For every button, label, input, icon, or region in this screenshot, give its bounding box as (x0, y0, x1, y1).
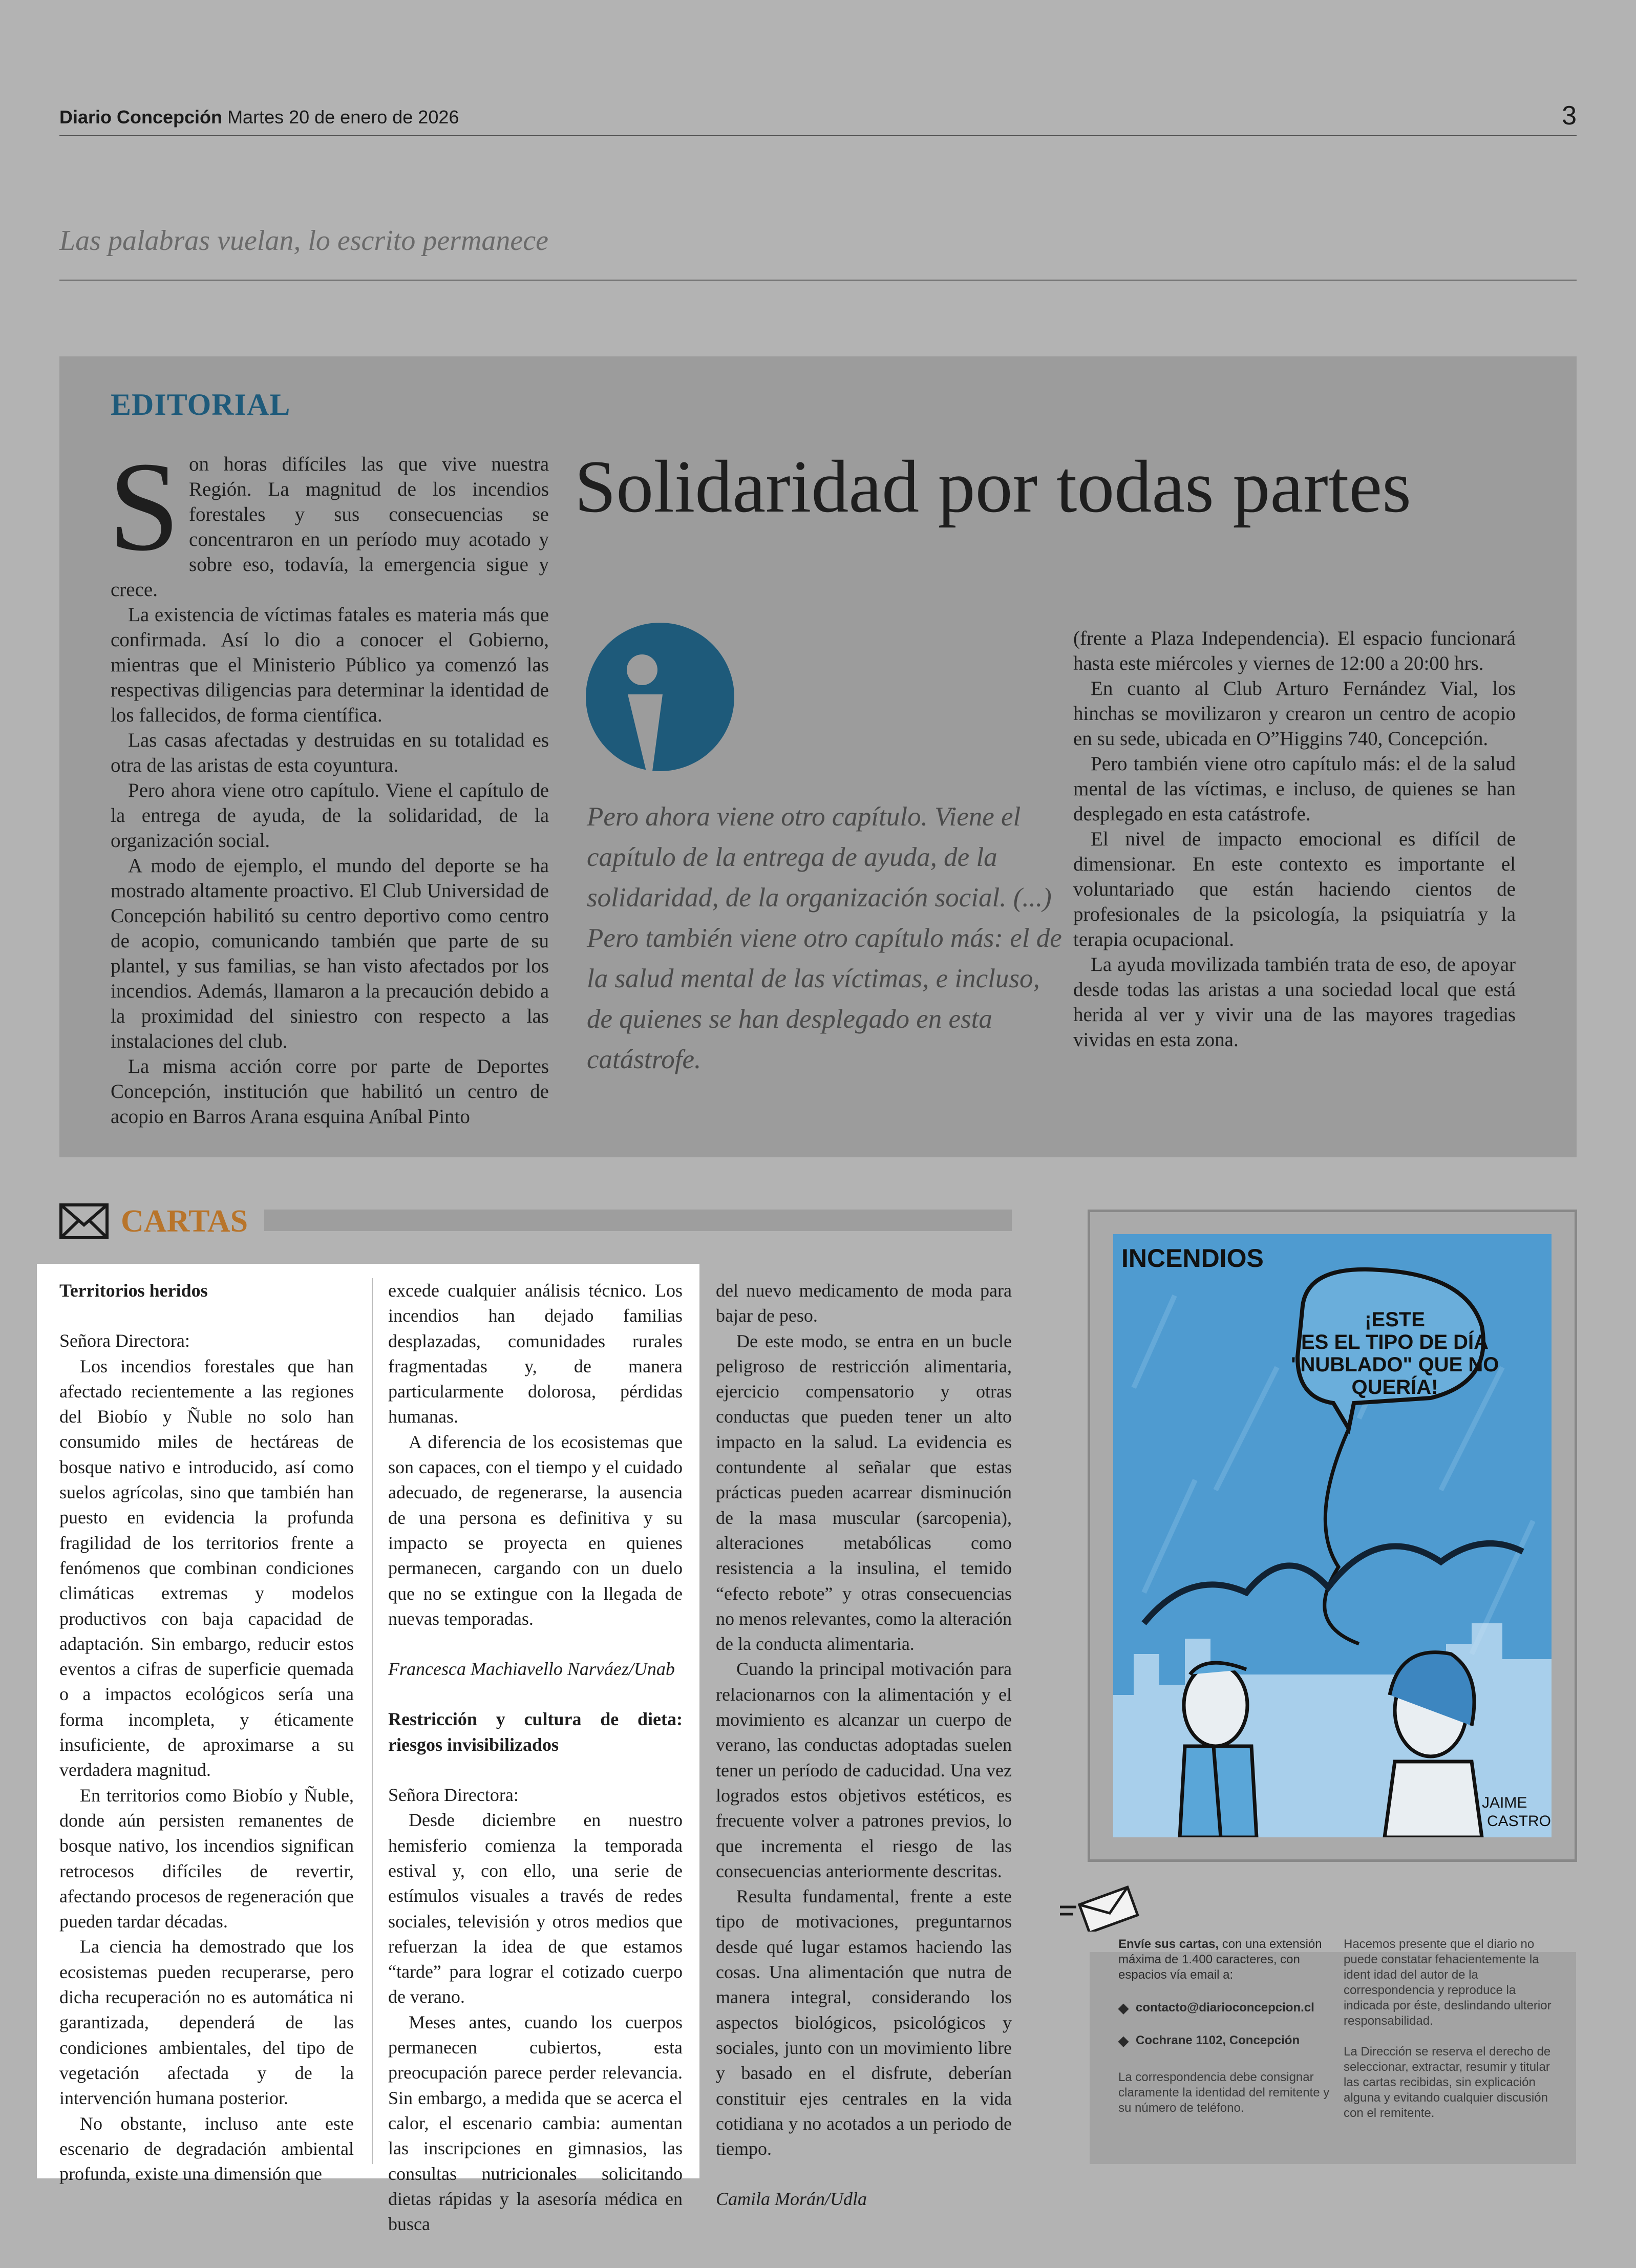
envelope-icon (59, 1203, 109, 1239)
address-line (1118, 2033, 1333, 2048)
svg-text:QUERÍA!: QUERÍA! (1351, 1376, 1438, 1398)
cartoon-illustration (1113, 1234, 1552, 1837)
editorial-column-3 (1073, 626, 1516, 1052)
column-divider (372, 1278, 373, 2164)
svg-text:ES EL TIPO DE DÍA: ES EL TIPO DE DÍA (1301, 1331, 1489, 1353)
publication-name: Diario Concepción (59, 107, 223, 128)
cartas-header-bar (264, 1210, 1012, 1231)
letter-paragraph: En territorios como Biobío y Ñuble, donde aún persisten remanentes de bosque nativo, los incendios significan retrocesos difíciles de revertir, afectando procesos de regeneración que pueden tardar décadas. (59, 1785, 354, 1932)
editorial-paragraph: En cuanto al Club Arturo Fernández Vial, los hinchas se movilizaron y crearon un centro de acopio en su sede, ubicada en O”Higgins 740, Concepción. (1073, 677, 1516, 750)
letter-paragraph: La ciencia ha demostrado que los ecosistemas pueden recuperarse, pero dicha recuperación no es automática ni garantizada, dependerá de las condiciones ambientales, del tipo de vegetación afectada y de la intervención humana posterior. (59, 1936, 354, 2109)
editing-rights-note: La Dirección se reserva el derecho de seleccionar, extractar, resumir y titular las cartas recibidas, sin explicación alguna y evitando cualquier discusión con el remitente. (1344, 2045, 1551, 2120)
letter-salutation: Señora Directora: (388, 1785, 519, 1806)
page-number: 3 (1562, 101, 1577, 131)
authorship-note: Hacemos presente que el diario no puede constatar fehacientemente la ident idad del autor de la correspondencia y reproduce la indicada por éste, deslindando ulterior responsabilidad. (1344, 1937, 1552, 2028)
editorial-label: EDITORIAL (111, 388, 291, 421)
send-lead: Envíe sus cartas, (1118, 1937, 1219, 1951)
editorial-paragraph: La existencia de víctimas fatales es materia más que confirmada. Así lo dio a conocer el Gobierno, mientras que el Ministerio Público ya comenzó las respectivas diligencias para determinar la identidad de los fallecidos, de forma científica. (111, 604, 549, 726)
letter-paragraph: Resulta fundamental, frente a este tipo de motivaciones, preguntarnos desde qué lugar estamos haciendo las cosas. Una alimentación que nutra de manera integral, considerando los aspectos biológicos, psicológicos y sociales, junto con un movimiento libre y basado en el disfrute, deberían constituir ejes centrales en la vida cotidiana y no acotados a un periodo de tiempo. (716, 1886, 1012, 2159)
letter-paragraph: Los incendios forestales que han afectado recientemente a las regiones del Biobío y Ñuble no solo han consumido miles de hectáreas de bosque nativo e introducido, así como suelos agrícolas, sino que también han puesto en evidencia la profunda fragilidad de los territorios frente a fenómenos que combinan condiciones climáticas extremas y modelos productivos con baja capacidad de adaptación. Sin embargo, reducir estos eventos a cifras de superficie quemada o a impactos ecológicos sería una forma incompleta, y éticamente insuficiente, de aproximarse a su verdadera magnitud. (59, 1355, 354, 1781)
masthead-line (59, 107, 459, 128)
letters-column-3 (716, 1278, 1012, 2212)
letter-paragraph: No obstante, incluso ante este escenario de degradación ambiental profunda, existe una dimensión que (59, 2113, 354, 2185)
letter-paragraph: A diferencia de los ecosistemas que son capaces, con el tiempo y el cuidado adecuado, de regenerarse, la ausencia de una persona es definitiva y su impacto se proyecta en quienes permanecen, cargando con un duelo que no se extingue con la llegada de nuevas temporadas. (388, 1431, 683, 1629)
editorial-paragraph: A modo de ejemplo, el mundo del deporte se ha mostrado altamente proactivo. El Club Universidad de Concepción habilitó su centro deportivo como centro de acopio, comunicando también que parte de su plantel, y sus familias, se han visto afectados por los incendios. Además, llamaron a la precaución debido a la proximidad del siniestro con respecto a las instalaciones del club. (111, 855, 549, 1052)
editorial-paragraph: El nivel de impacto emocional es difícil de dimensionar. En este contexto es importante el voluntariado que están haciendo cientos de profesionales de la psicología, la psiquiatría y la terapia ocupacional. (1073, 828, 1516, 950)
section-tagline: Las palabras vuelan, lo escrito permanece (59, 225, 548, 257)
legal-notes (1344, 1937, 1559, 2121)
editorial-paragraph: Las casas afectadas y destruidas en su totalidad es otra de las aristas de esta coyuntura. (111, 729, 549, 776)
editorial-paragraph: Pero ahora viene otro capítulo. Viene el capítulo de la entrega de ayuda, de la solidaridad, de la organización social. (111, 779, 549, 852)
editorial-title: Solidaridad por todas partes (575, 445, 1412, 528)
letter-paragraph: del nuevo medicamento de moda para bajar de peso. (716, 1280, 1012, 1326)
editorial-box (59, 356, 1577, 1157)
letter-title: Restricción y cultura de dieta: riesgos invisibilizados (388, 1709, 683, 1755)
contact-address: Cochrane 1102, Concepción (1136, 2033, 1300, 2047)
cartoon-title: INCENDIOS (1121, 1244, 1264, 1273)
letter-title: Territorios heridos (59, 1280, 208, 1301)
contact-email[interactable]: contacto@diarioconcepcion.cl (1136, 2001, 1314, 2015)
letters-column-1 (59, 1278, 354, 2187)
send-rest: con una extensión máxima de 1.400 caracteres, con espacios vía email a: (1118, 1937, 1322, 1982)
letters-column-2 (388, 1278, 683, 2237)
editorial-column-1 (109, 436, 549, 1129)
editorial-paragraph: (frente a Plaza Independencia). El espacio funcionará hasta este miércoles y viernes de 12:00 a 20:00 hrs. (1073, 627, 1516, 674)
letter-paragraph: Desde diciembre en nuestro hemisferio comienza la temporada estival y, con ello, una serie de estímulos visuales a través de redes sociales, televisión y otros medios que refuerzan la idea de que estamos “tarde” para lograr el cotizado cuerpo de verano. (388, 1810, 683, 2007)
letter-paragraph: Meses antes, cuando los cuerpos permanecen cubiertos, esta preocupación parece perder relevancia. Sin embargo, a medida que se acerca el calor, el escenario cambia: aumentan las inscripciones en gimnasios, las consultas nutricionales solicitando dietas rápidas y la asesoría médica en busca (388, 2011, 683, 2235)
letter-signature: Camila Morán/Udla (716, 2189, 867, 2210)
drop-cap: S (109, 436, 180, 578)
issue-date: Martes 20 de enero de 2026 (227, 107, 459, 128)
send-letter-icon (1058, 1885, 1140, 1932)
info-icon (586, 623, 734, 771)
letter-salutation: Señora Directora: (59, 1330, 190, 1351)
email-line (1118, 2000, 1333, 2016)
svg-text:"NUBLADO" QUE NO: "NUBLADO" QUE NO (1290, 1353, 1499, 1376)
letter-paragraph: De este modo, se entra en un bucle peligroso de restricción alimentaria, ejercicio compensatorio y otras conductas que pueden tener un alto impacto en la salud. La evidencia es contundente al señalar que estas prácticas pueden acarrear disminución de la masa muscular (sarcopenia), alteraciones metabólicas como resistencia a la insulina, el temido “efecto rebote” y otras consecuencias no menos relevantes, como la alteración de la conducta alimentaria. (716, 1330, 1012, 1655)
cartoonist-signature: CASTRO (1487, 1813, 1552, 1830)
tagline-rule (59, 280, 1577, 281)
editorial-paragraph: on horas difíciles las que vive nuestra Región. La magnitud de los incendios forestales y sus consecuencias se concentraron en un período muy acotado y sobre eso, todavía, la emergencia sigue y crece. (111, 453, 549, 601)
editorial-paragraph: La misma acción corre por parte de Deportes Concepción, institución que habilitó un centro de acopio en Barros Arana esquina Aníbal Pinto (111, 1055, 549, 1128)
editorial-paragraph: La ayuda movilizada también trata de eso, de apoyar desde todas las aristas a una sociedad local que está herida al ver y vivir una de las mayores tragedias vividas en esta zona. (1073, 953, 1516, 1051)
pull-quote: Pero ahora viene otro capítulo. Viene el capítulo de la entrega de ayuda, de la solidaridad, de la organización social. (...) Pero también viene otro capítulo más: el de la salud mental de las víctimas, e incluso, de quienes se han desplegado en esta catástrofe. (587, 802, 1062, 1074)
identity-note: La correspondencia debe consignar claramente la identidad del remitente y su número de teléfono. (1118, 2070, 1330, 2115)
cartoonist-signature: JAIME (1482, 1794, 1527, 1811)
diamond-bullet-icon: ◆ (1118, 2033, 1129, 2048)
editorial-paragraph: Pero también viene otro capítulo más: el de la salud mental de las víctimas, e incluso, de quienes se han desplegado en esta catástrofe. (1073, 753, 1516, 825)
send-instructions (1118, 1937, 1333, 2116)
letter-paragraph: Cuando la principal motivación para relacionarnos con la alimentación y el movimiento es alcanzar un cuerpo de verano, las conductas adoptadas suelen tener un período de caducidad. Una vez logrados estos objetivos estéticos, es frecuente volver a patrones previos, lo que incrementa el riesgo de las consecuencias anteriormente descritas. (716, 1659, 1012, 1881)
letter-paragraph: excede cualquier análisis técnico. Los incendios han dejado familias desplazadas, comunidades rurales fragmentadas y, de manera particularmente dolorosa, pérdidas humanas. (388, 1280, 683, 1427)
letter-signature: Francesca Machiavello Narváez/Unab (388, 1659, 675, 1680)
cartas-label: CARTAS (121, 1204, 248, 1239)
diamond-bullet-icon: ◆ (1118, 2000, 1129, 2016)
svg-text:¡ESTE: ¡ESTE (1365, 1308, 1425, 1331)
header-rule (59, 135, 1577, 136)
